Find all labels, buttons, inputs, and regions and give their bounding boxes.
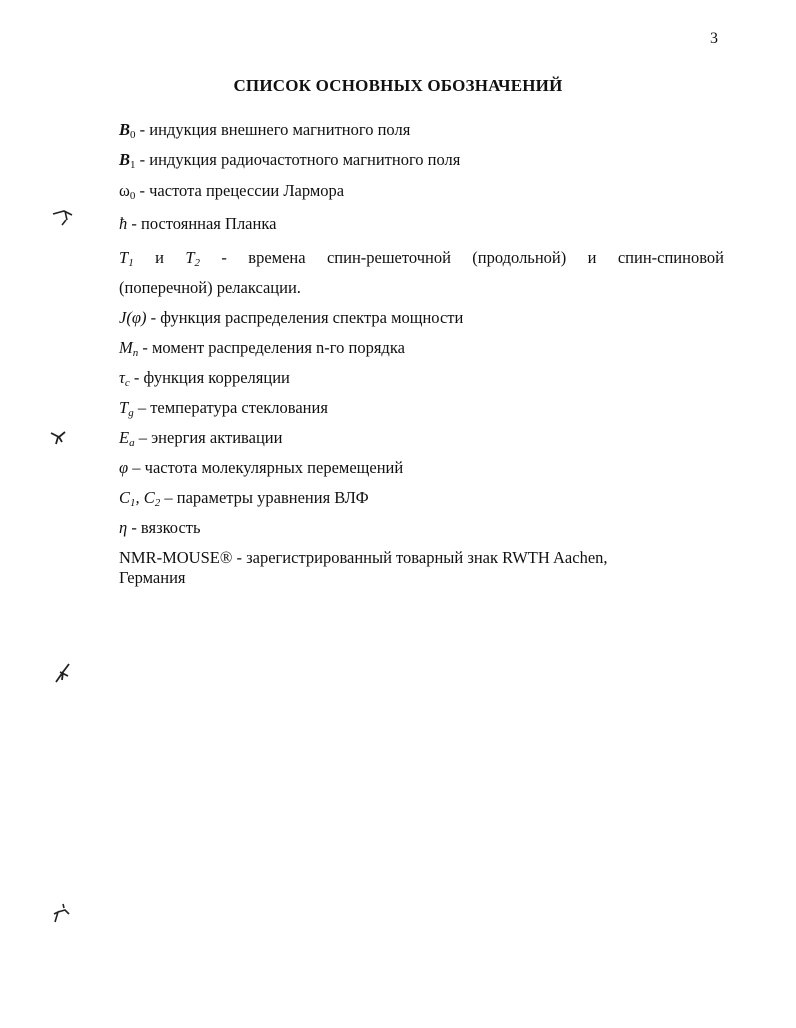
symbol: B bbox=[119, 120, 131, 139]
entry-mn bbox=[119, 337, 724, 359]
page-title: СПИСОК ОСНОВНЫХ ОБОЗНАЧЕНИЙ bbox=[233, 76, 563, 95]
description: - вязкость bbox=[127, 518, 201, 537]
description: – параметры уравнения ВЛФ bbox=[160, 488, 369, 507]
description: - индукция внешнего магнитного поля bbox=[135, 120, 411, 139]
margin-mark-2 bbox=[48, 428, 70, 448]
symbol: τ bbox=[119, 368, 125, 387]
page-number: 3 bbox=[710, 30, 718, 47]
entry-b1 bbox=[119, 149, 724, 171]
entry-hbar bbox=[119, 213, 724, 235]
conjunction: и bbox=[133, 248, 186, 267]
entry-c1-c2 bbox=[119, 487, 724, 509]
symbol: B bbox=[119, 150, 131, 169]
description: – частота молекулярных перемещений bbox=[128, 458, 404, 477]
symbol: ħ bbox=[119, 214, 128, 233]
description: - индукция радиочастотного магнитного поля bbox=[135, 150, 461, 169]
symbol: M bbox=[119, 338, 133, 357]
symbol-t2: T bbox=[185, 248, 195, 267]
symbol: η bbox=[119, 518, 128, 537]
subscript-t2: 2 bbox=[194, 257, 200, 269]
symbol-c1: C bbox=[119, 488, 131, 507]
symbol: E bbox=[119, 428, 130, 447]
symbol: ω bbox=[119, 181, 130, 200]
description: – энергия активации bbox=[134, 428, 283, 447]
description: - функция корреляции bbox=[129, 368, 290, 387]
entry-tg bbox=[119, 397, 724, 419]
description: - времена спин-решеточной (продольной) и спин-спиновой bbox=[200, 248, 724, 267]
symbol: φ bbox=[119, 458, 129, 477]
entry-b0 bbox=[119, 119, 724, 141]
entry-t1-t2-line2 bbox=[119, 277, 724, 299]
entry-eta bbox=[119, 517, 724, 539]
subscript: 1 bbox=[130, 159, 136, 171]
entry-omega0 bbox=[119, 180, 724, 202]
subscript-c2: 2 bbox=[154, 497, 161, 509]
description-continuation: (поперечной) релаксации. bbox=[119, 278, 301, 297]
symbol: T bbox=[119, 398, 129, 417]
entry-phi bbox=[119, 457, 724, 479]
description: - постоянная Планка bbox=[127, 214, 277, 233]
symbol-c2: C bbox=[143, 488, 155, 507]
subscript-c1: 1 bbox=[130, 497, 136, 509]
subscript: n bbox=[132, 347, 139, 359]
symbol-t1: T bbox=[119, 248, 129, 267]
margin-mark-1 bbox=[50, 205, 76, 229]
entry-tau-c bbox=[119, 367, 724, 389]
margin-mark-3 bbox=[52, 660, 74, 686]
description: – температура стеклования bbox=[133, 398, 328, 417]
entry-j-phi bbox=[119, 307, 724, 329]
subscript: 0 bbox=[129, 190, 136, 202]
entry-nmr-mouse bbox=[119, 548, 664, 588]
description: - момент распределения n-го порядка bbox=[138, 338, 405, 357]
margin-mark-4 bbox=[50, 900, 74, 926]
description: - функция распределения спектра мощности bbox=[146, 308, 464, 327]
subscript: g bbox=[128, 407, 134, 419]
symbol: J(φ) bbox=[119, 308, 147, 327]
separator: , bbox=[135, 488, 144, 507]
description: NMR-MOUSE® - зарегистрированный товарный знак RWTH Aachen, Германия bbox=[119, 548, 608, 587]
entry-t1-t2-line1 bbox=[119, 247, 724, 269]
entry-ea bbox=[119, 427, 724, 449]
subscript: 0 bbox=[130, 129, 136, 141]
subscript: a bbox=[129, 437, 135, 449]
subscript: c bbox=[124, 377, 130, 389]
description: - частота прецессии Лармора bbox=[135, 181, 345, 200]
subscript-t1: 1 bbox=[128, 257, 134, 269]
